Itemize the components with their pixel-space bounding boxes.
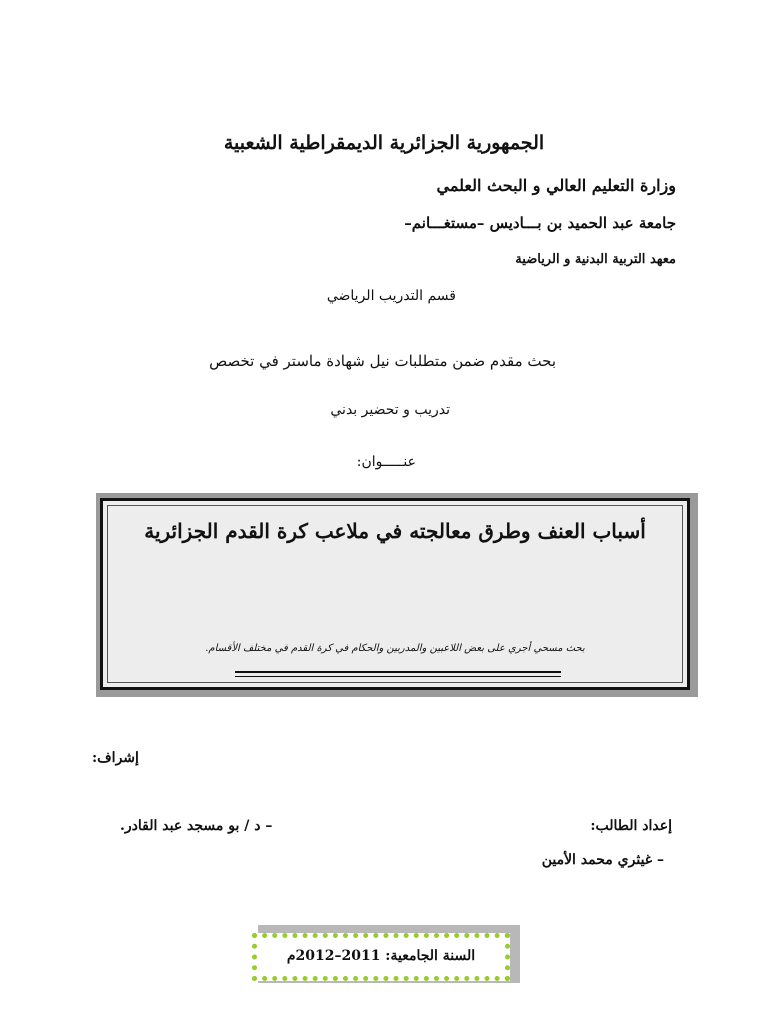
ministry-heading: وزارة التعليم العالي و البحث العلمي bbox=[436, 176, 676, 195]
thesis-title: أسباب العنف وطرق معالجته في ملاعب كرة القدم الجزائرية bbox=[144, 519, 646, 543]
republic-heading: الجمهورية الجزائرية الديمقراطية الشعبية bbox=[223, 132, 545, 154]
supervisor-name: – د / بو مسجد عبد القادر. bbox=[120, 818, 273, 834]
student-label: إعداد الطالب: bbox=[590, 818, 672, 834]
academic-year-box bbox=[252, 933, 510, 981]
research-statement: بحث مقدم ضمن متطلبات نيل شهادة ماستر في تخصص bbox=[209, 352, 556, 370]
student-name: – غيثري محمد الأمين bbox=[541, 852, 664, 868]
thesis-subtitle: بحث مسحي أجري على بعض اللاعبين والمدربين والحكام في كرة القدم في مختلف الأقسام. bbox=[205, 643, 585, 654]
title-box bbox=[100, 498, 690, 690]
subtitle-underline bbox=[235, 671, 561, 673]
department-heading: قسم التدريب الرياضي bbox=[326, 288, 456, 304]
academic-year: السنة الجامعية: 2011–2012م bbox=[286, 948, 476, 964]
title-label: عنـــــوان: bbox=[356, 454, 416, 470]
supervision-label: إشراف: bbox=[92, 750, 139, 766]
university-heading: جامعة عبد الحميد بن بـــاديس –مستغـــانم– bbox=[404, 214, 676, 232]
subtitle-underline-thin bbox=[235, 676, 561, 677]
institute-heading: معهد التربية البدنية و الرياضية bbox=[515, 252, 676, 267]
specialty-text: تدريب و تحضير بدني bbox=[330, 402, 450, 418]
